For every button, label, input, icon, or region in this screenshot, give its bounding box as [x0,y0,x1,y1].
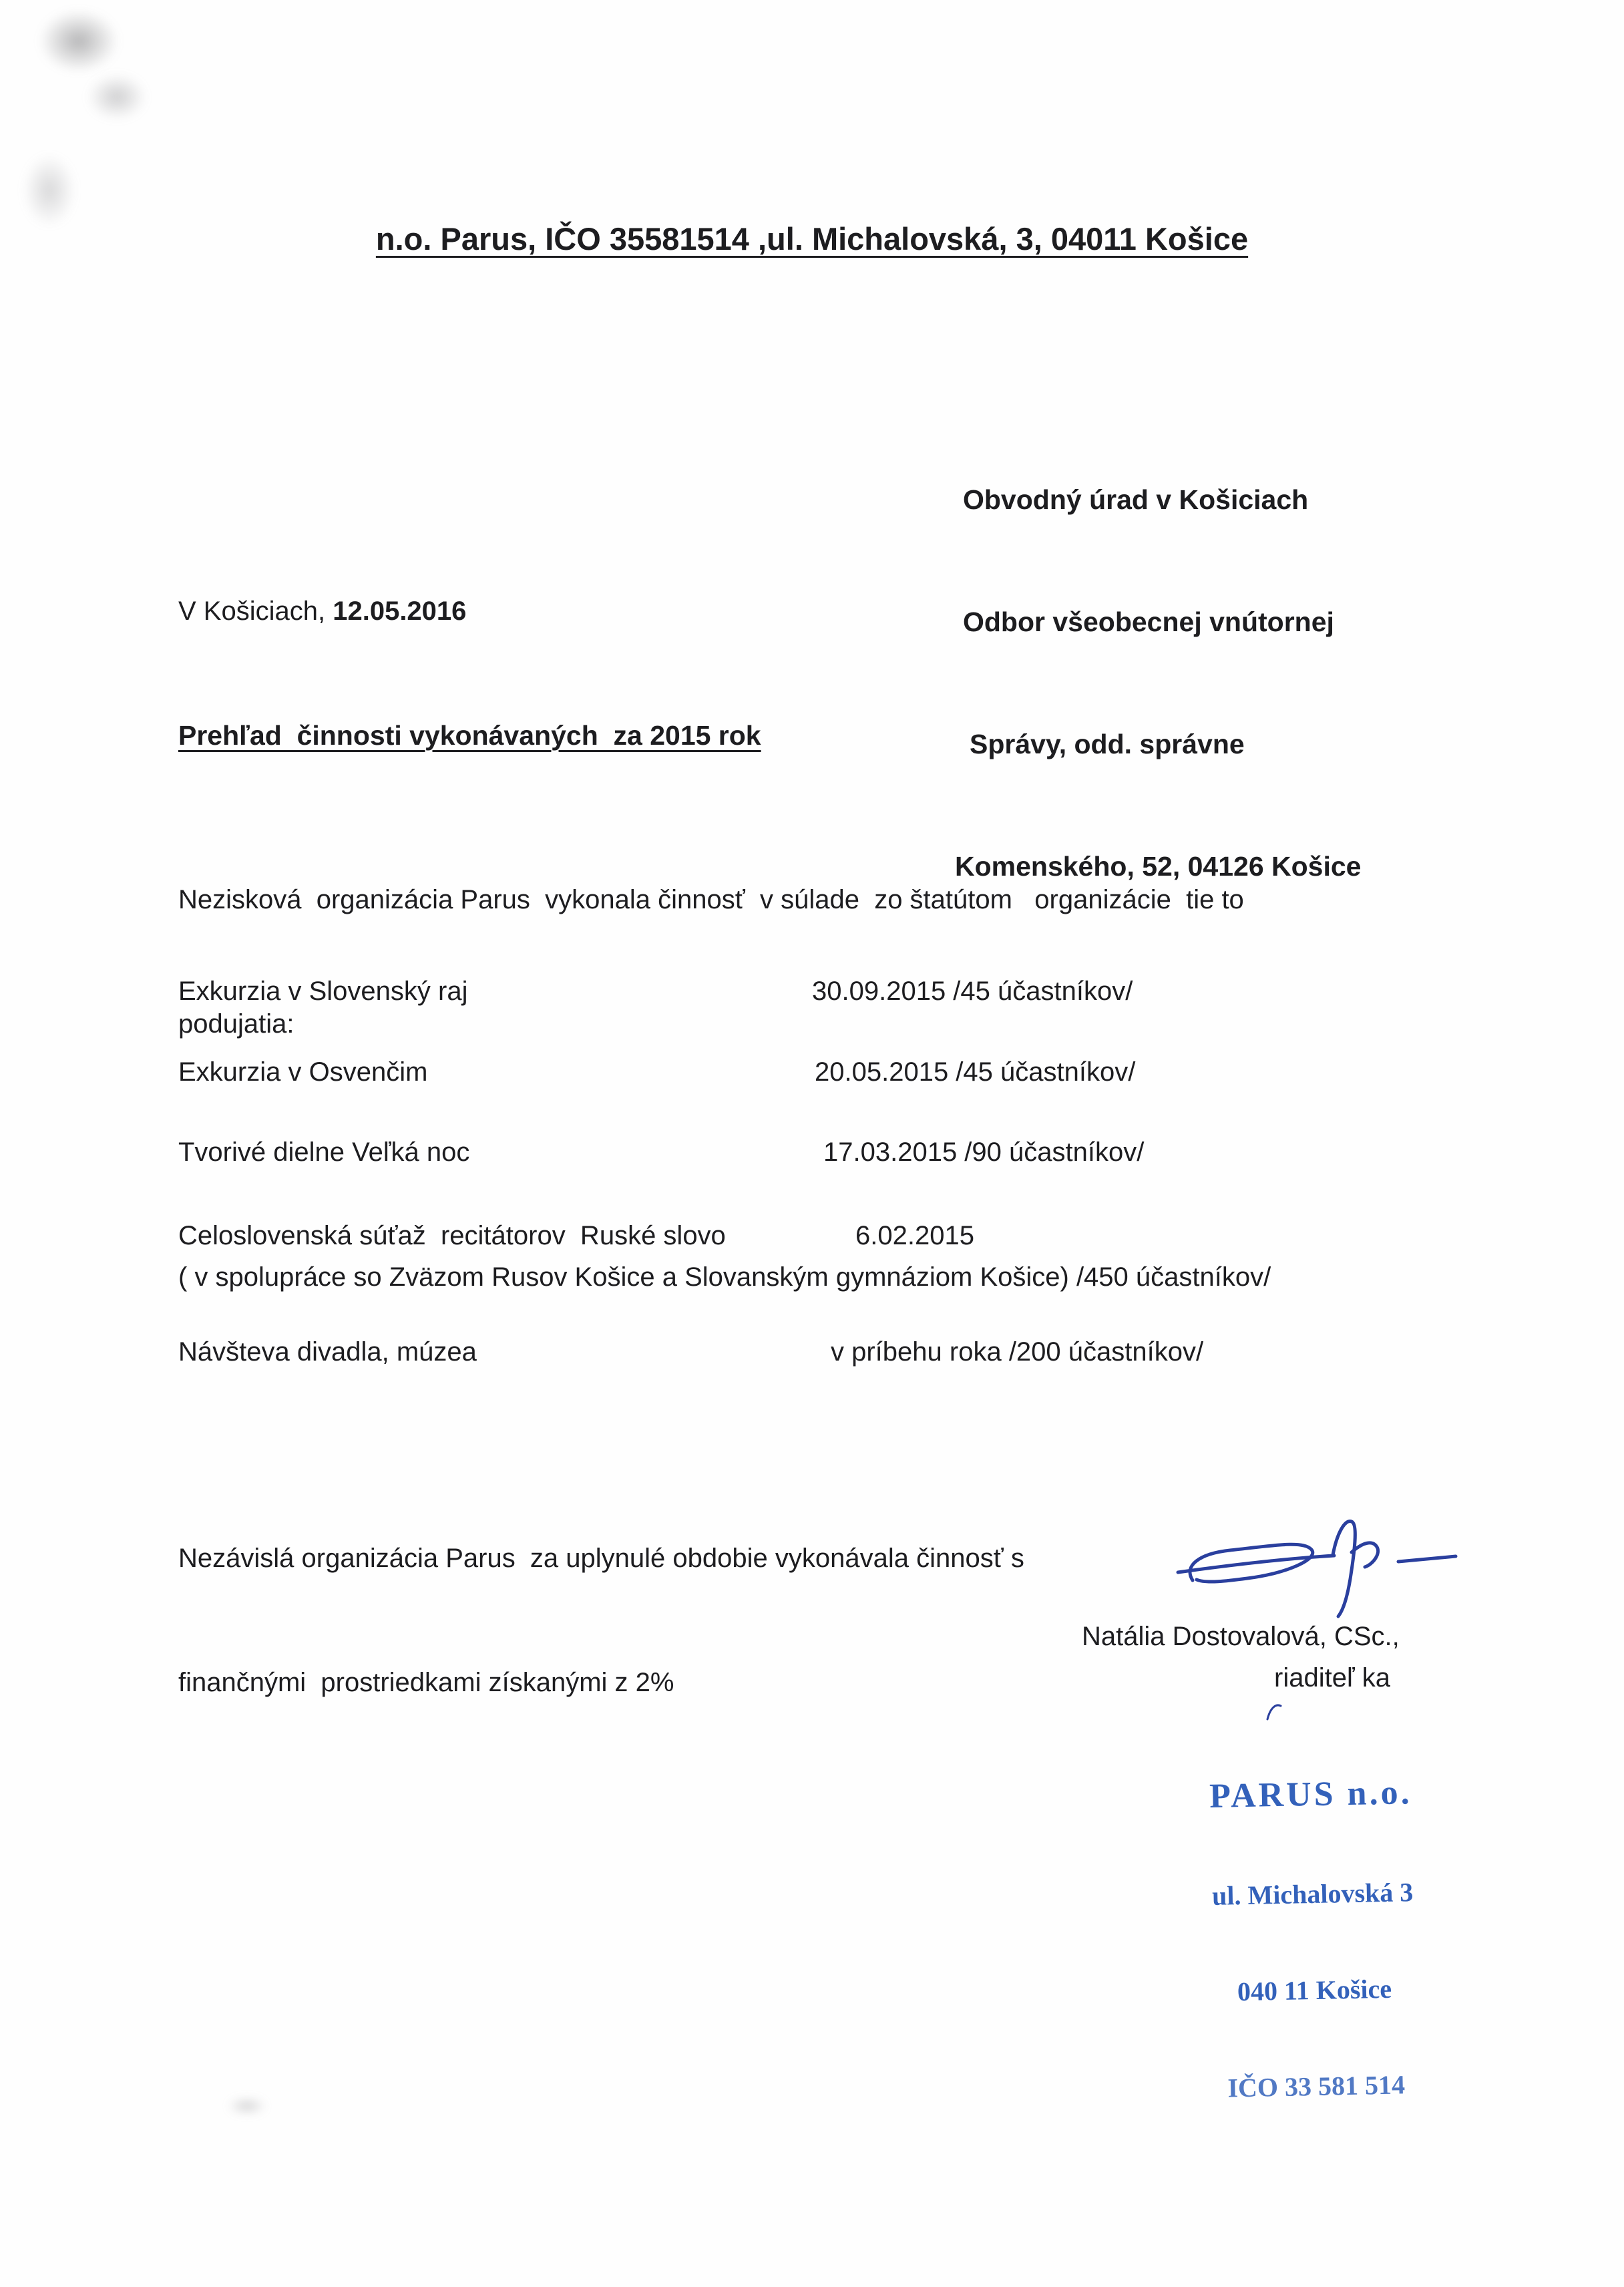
activity-row [178,1337,1514,1367]
recipient-line: Správy, odd. správne [970,729,1245,759]
stamp-line: IČO 33 581 514 [1227,2069,1406,2103]
activity-note: ( v spolupráce so Zväzom Rusov Košice a Slovanským gymnáziom Košice) /450 účastníkov/ [178,1262,1271,1292]
activity-row [178,1221,1514,1251]
activity-label: Tvorivé dielne Veľká noc [178,1137,470,1167]
activity-row [178,1057,1514,1087]
closing-line: Nezávislá organizácia Parus za uplynulé obdobie vykonávala činnosť s [178,1544,1024,1573]
activity-value: 17.03.2015 /90 účastníkov/ [823,1137,1145,1167]
dateline-date: 12.05.2016 [333,596,467,626]
section-heading: Prehľad činnosti vykonávaných za 2015 rok [178,720,761,751]
activity-label: Exkurzia v Osvenčim [178,1057,428,1087]
activity-value: 30.09.2015 /45 účastníkov/ [812,977,1133,1006]
stamp-line: PARUS n.o. [1209,1773,1413,1815]
document-title: n.o. Parus, IČO 35581514 ,ul. Michalovská, 3, 04011 Košice [375,221,1249,256]
scan-artifact [23,154,76,227]
organization-stamp [1172,1709,1454,2169]
handwritten-signature [1173,1515,1480,1635]
recipient-line: Obvodný úrad v Košiciach [963,484,1309,515]
activity-value: 20.05.2015 /45 účastníkov/ [815,1057,1136,1087]
activity-label: Celoslovenská súťaž recitátorov Ruské slovo [178,1221,726,1250]
activity-label: Exkurzia v Slovenský raj [178,977,468,1006]
activity-row [178,1137,1514,1168]
recipient-line: Komenského, 52, 04126 Košice [955,851,1362,882]
intro-line: podujatia: [178,1009,294,1039]
dateline-place: V Košiciach, [178,596,333,626]
activity-label: Návšteva divadla, múzea [178,1337,477,1367]
activity-value: 6.02.2015 [855,1221,974,1250]
scan-artifact [87,73,147,120]
recipient-line: Odbor všeobecnej vnútornej [963,606,1334,637]
stamp-line: 040 11 Košice [1237,1973,1392,2007]
closing-line: finančnými prostriedkami získanými z 2% [178,1668,674,1697]
stamp-line: ul. Michalovská 3 [1211,1877,1414,1911]
signer-role: riaditeľ ka [1274,1663,1390,1693]
activity-value: v príbehu roka /200 účastníkov/ [831,1337,1204,1367]
signer-name: Natália Dostovalová, CSc., [1082,1622,1400,1651]
activity-row [178,977,1514,1007]
dateline [178,596,466,627]
intro-line: Nezisková organizácia Parus vykonala činnosť v súlade zo štatútom organizácie tie to [178,885,1244,914]
scan-artifact [39,9,119,73]
scan-artifact [227,2097,267,2115]
